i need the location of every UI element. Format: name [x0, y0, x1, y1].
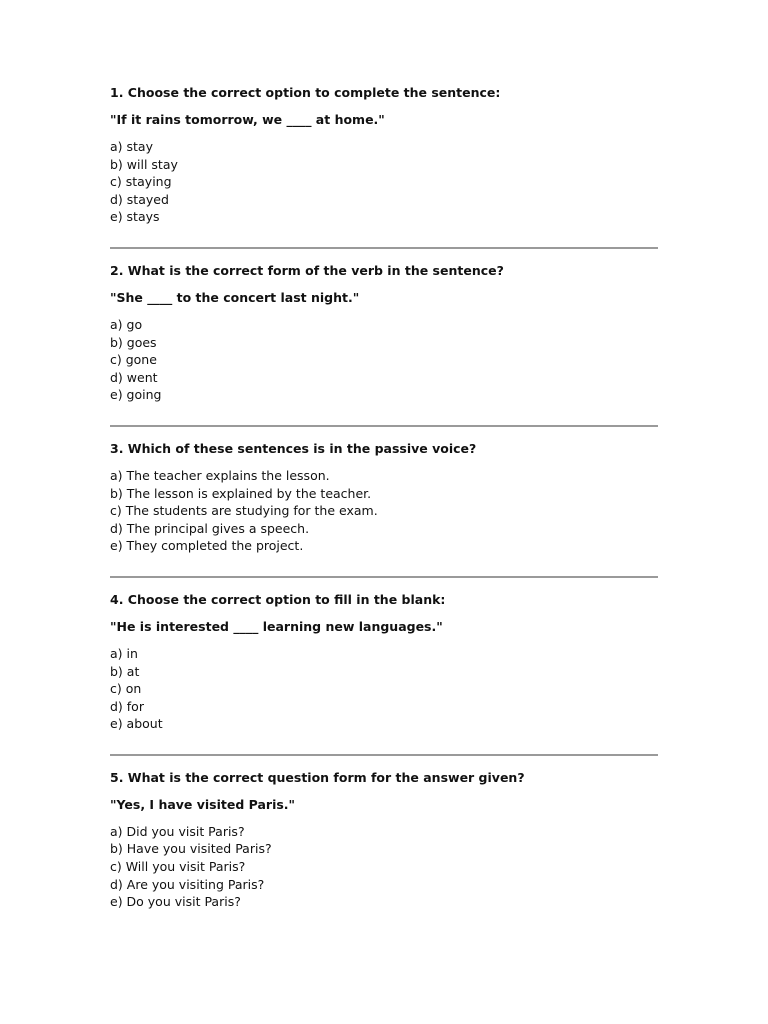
options-list [110, 467, 658, 555]
option-d: d) Are you visiting Paris? [110, 876, 265, 892]
option-d: d) went [110, 369, 158, 385]
option-e: e) going [110, 387, 162, 403]
option-b: b) Have you visited Paris? [110, 841, 272, 857]
option-c: c) gone [110, 352, 157, 368]
question-1 [110, 84, 658, 226]
option-a: a) Did you visit Paris? [110, 823, 245, 839]
question-4 [110, 591, 658, 733]
question-sentence: "Yes, I have visited Paris." [110, 796, 296, 812]
option-a: a) in [110, 645, 138, 661]
options-list [110, 645, 658, 733]
option-d: d) stayed [110, 191, 169, 207]
question-5 [110, 769, 658, 911]
option-e: e) stays [110, 209, 160, 225]
question-3 [110, 440, 658, 555]
question-title: 3. Which of these sentences is in the passive voice? [110, 440, 477, 456]
question-sentence: "He is interested ____ learning new languages." [110, 618, 443, 634]
question-title: 2. What is the correct form of the verb in the sentence? [110, 262, 504, 278]
options-list [110, 823, 658, 911]
question-title: 4. Choose the correct option to fill in the blank: [110, 591, 446, 607]
option-b: b) The lesson is explained by the teacher. [110, 485, 372, 501]
option-b: b) at [110, 663, 140, 679]
option-c: c) The students are studying for the exam. [110, 503, 378, 519]
question-title: 5. What is the correct question form for the answer given? [110, 769, 525, 785]
option-a: a) stay [110, 139, 153, 154]
option-a: a) go [110, 316, 143, 332]
divider [110, 425, 658, 427]
option-d: d) The principal gives a speech. [110, 520, 310, 536]
option-c: c) Will you visit Paris? [110, 859, 246, 875]
option-e: e) about [110, 716, 163, 732]
option-b: b) goes [110, 334, 157, 350]
question-2 [110, 262, 658, 404]
option-d: d) for [110, 698, 144, 714]
option-e: e) Do you visit Paris? [110, 894, 241, 910]
options-list [110, 138, 658, 226]
option-c: c) staying [110, 174, 172, 190]
option-c: c) on [110, 681, 142, 697]
question-title: 1. Choose the correct option to complete the sentence: [110, 85, 501, 100]
question-sentence: "She ____ to the concert last night." [110, 289, 360, 305]
divider [110, 247, 658, 249]
options-list [110, 316, 658, 404]
question-sentence: "If it rains tomorrow, we ____ at home." [110, 112, 385, 127]
divider [110, 754, 658, 756]
divider [110, 576, 658, 578]
option-b: b) will stay [110, 156, 178, 172]
option-e: e) They completed the project. [110, 538, 304, 554]
option-a: a) The teacher explains the lesson. [110, 467, 330, 483]
